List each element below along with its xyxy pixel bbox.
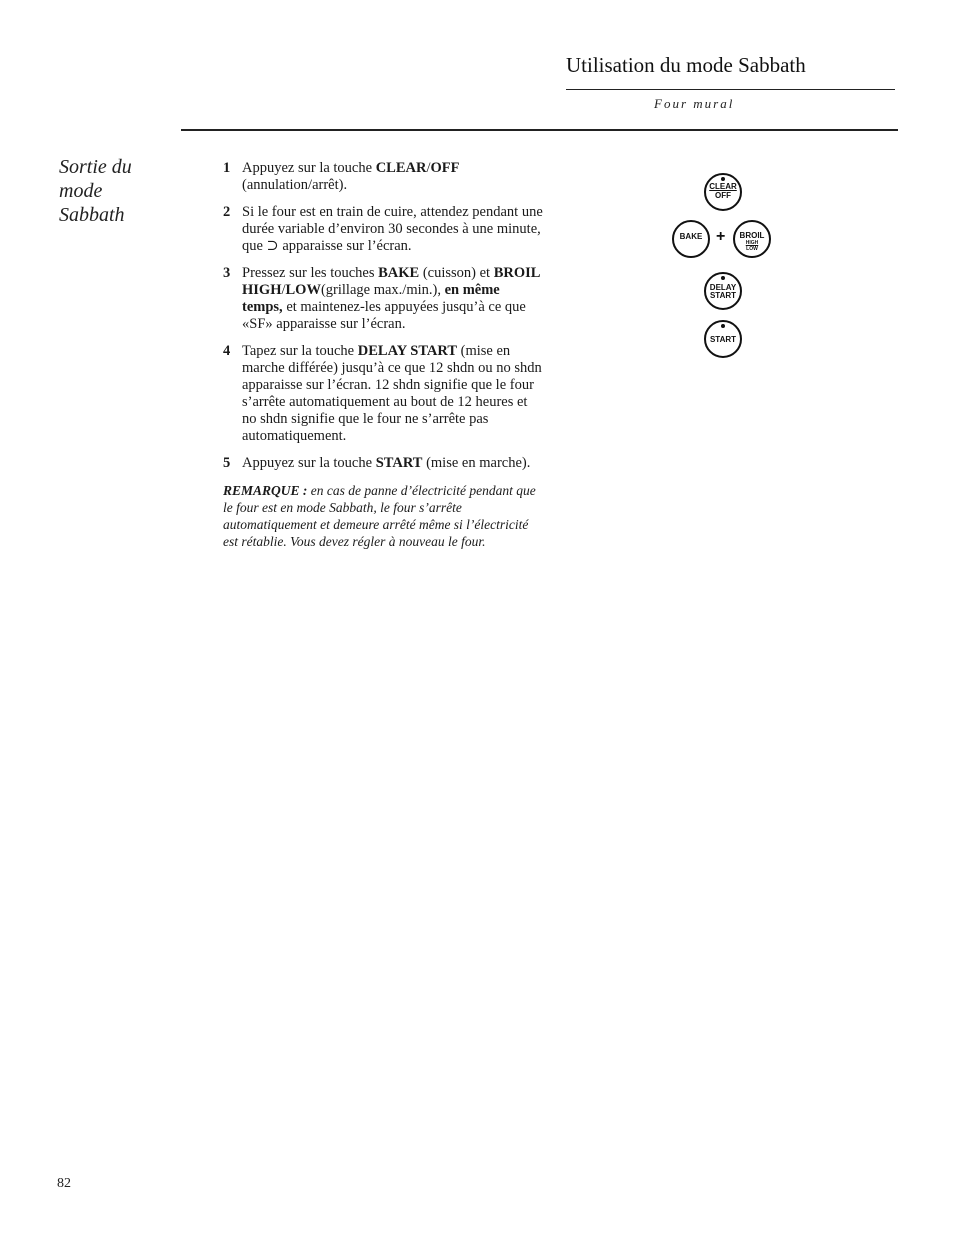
page-number: 82 [57, 1176, 71, 1191]
step-keyword: START [375, 455, 423, 471]
step-keyword: en même temps, [242, 282, 500, 315]
indicator-dot-icon [721, 324, 725, 328]
step-text-part: / [281, 282, 286, 298]
indicator-dot-icon [721, 276, 725, 280]
step-text [242, 455, 530, 471]
broil-button [733, 220, 771, 258]
step-text-part: (grillage max./min.), [320, 282, 445, 298]
step-item [223, 455, 543, 472]
step-item [223, 160, 543, 194]
indicator-dot-icon [721, 177, 725, 181]
step-text-part: Pressez sur les touches [242, 265, 379, 281]
step-text-part: (annulation/arrêt). [242, 177, 348, 193]
delay-label: DELAY [709, 283, 737, 292]
step-text-part: Appuyez sur la touche [242, 455, 376, 471]
start-label: START [709, 335, 737, 344]
step-text-part: / [426, 160, 431, 176]
clear-off-button [704, 173, 742, 211]
instructions [223, 160, 543, 550]
step-number: 3 [223, 265, 231, 281]
header-divider-short [566, 89, 895, 90]
plus-icon: + [716, 228, 726, 245]
bake-button [672, 220, 710, 258]
header-divider-long [181, 129, 898, 131]
broil-low-label: LOW [746, 246, 758, 252]
step-number: 2 [223, 204, 231, 220]
step-item [223, 343, 543, 445]
page-subtitle: Four mural [654, 96, 735, 111]
step-text [242, 204, 543, 254]
note-label: REMARQUE : [223, 483, 308, 498]
step-keyword: OFF [430, 160, 460, 176]
broil-high-label: HIGH [745, 240, 759, 246]
note [223, 482, 543, 550]
step-text-part: Appuyez sur la touche [242, 160, 376, 176]
step-keyword: BROIL HIGH [242, 265, 540, 298]
step-text-part: (cuisson) et [419, 265, 494, 281]
page-title: Utilisation du mode Sabbath [566, 53, 806, 77]
note-text: en cas de panne d’électricité pendant que le four est en mode Sabbath, le four s’arrête automatiquement et demeure arrêté même si l’électricité est rétablie. Vous devez régler à nouveau le four. [223, 483, 536, 549]
step-text [242, 160, 459, 193]
section-title: Sortie du mode Sabbath [59, 156, 132, 226]
step-number: 4 [223, 343, 231, 359]
step-text [242, 265, 540, 332]
delay-start-button [704, 272, 742, 310]
step-keyword: CLEAR [375, 160, 427, 176]
bake-label: BAKE [679, 232, 703, 241]
clear-label: CLEAR [709, 182, 737, 191]
step-text-part: Tapez sur la touche [242, 343, 358, 359]
step-keyword: BAKE [378, 265, 420, 281]
step-keyword: DELAY START [357, 343, 458, 359]
step-text-part: Si le four est en train de cuire, attendez pendant une durée variable d’environ 30 secondes à une minute, que ⊃ apparaisse sur l’écran. [242, 204, 543, 254]
step-text-part: (mise en marche). [422, 455, 531, 471]
start-button [704, 320, 742, 358]
step-number: 1 [223, 160, 231, 176]
delay-start-label: START [709, 291, 737, 300]
step-text [242, 343, 542, 444]
step-item [223, 204, 543, 255]
off-label: OFF [715, 191, 731, 200]
step-keyword: LOW [285, 282, 321, 298]
step-number: 5 [223, 455, 231, 471]
broil-label: BROIL [739, 231, 765, 240]
step-text-part: (mise en marche différée) jusqu’à ce que 12 shdn ou no shdn apparaisse sur l’écran. 12 shdn signifie que le four s’arrête automatiquement au bout de 12 heures et no shdn signifie que le four ne s’arrête pas automatiquement. [242, 343, 542, 444]
steps-list [223, 160, 543, 472]
step-text-part: et maintenez-les appuyées jusqu’à ce que «SF» apparaisse sur l’écran. [242, 299, 526, 332]
step-item [223, 265, 543, 333]
